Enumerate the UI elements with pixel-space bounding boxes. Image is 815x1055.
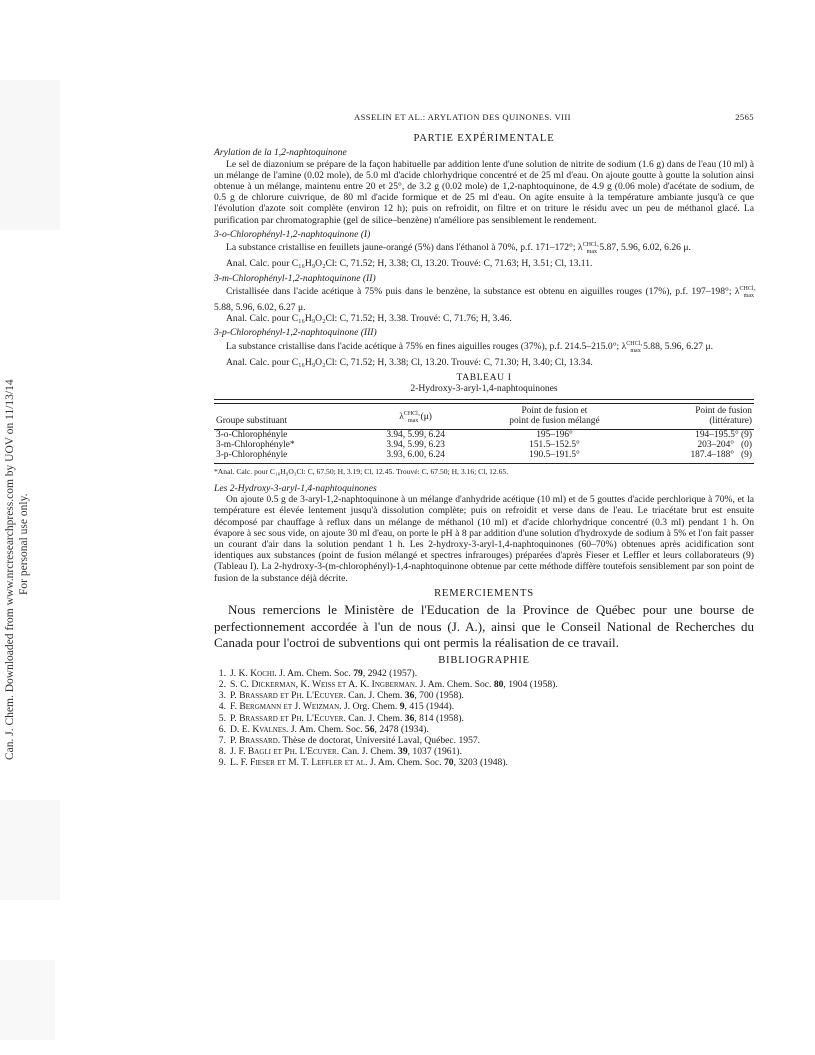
paragraph: On ajoute 0.5 g de 3-aryl-1,2-naphtoquinone à un mélange d'anhydride acétique (10 ml) et de 5 gouttes d'acide perchlorique à 70%, et la température est élevée lentement jusqu'à dissolution complète; puis on refroidit et verse dans de l'eau. Le triacétate brut est ensuite décomposé par chauffage à reflux dans un mélange de méthanol (10 ml) et d'acide chlorhydrique concentré (0.3 ml) pendant 1 h. On évapore à sec sous vide, on ajoute 30 ml d'eau, on porte le pH à 8 par addition d'une solution d'hydroxyde de sodium à 5% et l'on fait passer un courant d'air dans la solution pendant 1 h. Les 2-hydroxy-3-aryl-1,4-naphtoquinones (60–70%) obtenues après acidification sont identiques aux substances (point de fusion mélangé et spectres infrarouges) préparées d'après Fieser et Leffler et leurs collaborateurs (9) (Tableau I). La 2-hydroxy-3-(m-chlorophényl)-1,4-naphtoquinone obtenue par cette méthode diffère toutefois sensiblement par son point de fusion de la substance déjà décrite. <box>214 494 754 584</box>
article-page <box>214 112 754 769</box>
table-title: TABLEAU I <box>456 372 512 384</box>
compound-heading: 3-m-Chlorophényl-1,2-naphtoquinone (II) <box>214 272 376 284</box>
table-row <box>214 440 754 450</box>
table-row <box>214 450 754 460</box>
compound-heading: 3-p-Chlorophényl-1,2-naphtoquinone (III) <box>214 327 377 339</box>
reference-item: 2. S. C. Dickerman, K. Weiss et A. K. Ingberman. J. Am. Chem. Soc. 80, 1904 (1958). <box>218 678 558 690</box>
elemental-analysis: Anal. Calc. pour C₁₆H₉O₂Cl: C, 71.52; H, 3.38; Cl, 13.20. Trouvé: C, 71.30; H, 3.40; Cl, 13.34. <box>226 356 593 368</box>
table-footnote: *Anal. Calc. pour C₁₆H₉O₃Cl: C, 67.50; H, 3.19; Cl, 12.45. Trouvé: C, 67.50; H, 3.16; Cl, 12.65. <box>214 463 754 477</box>
reference-list <box>214 668 754 769</box>
section-heading: BIBLIOGRAPHIE <box>438 654 530 666</box>
subsection-heading: Les 2-Hydroxy-3-aryl-1,4-naphtoquinones <box>214 482 377 494</box>
subsection-heading: Arylation de la 1,2-naphtoquinone <box>214 147 347 159</box>
table-cell: 3.93, 6.00, 6.24 <box>386 450 445 461</box>
column-header: Point de fusion (littérature) <box>638 406 754 430</box>
table-cell: 187.4–188° (9) <box>690 450 752 461</box>
compound-description: La substance cristallise dans l'acide acétique à 75% en fines aiguilles rouges (37%), p.f. 214.5–215.0°; $\lambda^{CHCl_3}_{max}$ 5.88, 5.96, 6.27 μ. <box>226 340 714 354</box>
download-notice <box>0 240 40 760</box>
section-heading: REMERCIEMENTS <box>434 587 534 599</box>
reference-item: 3. P. Brassard et Ph. L'Ecuyer. Can. J. Chem. 36, 700 (1958). <box>218 690 464 702</box>
download-notice-line1: Can. J. Chem. Downloaded from www.nrcresearchpress.com by UOV on 11/13/14 <box>4 379 16 760</box>
column-header: Groupe substituant <box>214 406 360 430</box>
table-cell: 190.5–191.5° <box>529 450 580 461</box>
reference-item: 4. F. Bergmann et J. Weizman. J. Org. Chem. 9, 415 (1944). <box>218 701 455 713</box>
page-number: 2565 <box>735 112 754 122</box>
table-cell: 194–195.5° (9) <box>695 429 752 440</box>
compound-description: Cristallisée dans l'acide acétique à 75% puis dans le benzène, la substance est obtenu en aiguilles rouges (17%), p.f. 197–198°; $\lambda^{CHCl_3}_{max}$ 5.88, 5.96, 6.02, 6.27 μ. <box>214 285 756 314</box>
scan-artifact <box>0 80 60 230</box>
reference-item: 1. J. K. Kochi. J. Am. Chem. Soc. 79, 2942 (1957). <box>218 667 418 679</box>
running-header <box>214 112 754 123</box>
reference-item: 5. P. Brassard et Ph. L'Ecuyer. Can. J. Chem. 36, 814 (1958). <box>218 712 464 724</box>
section-heading: PARTIE EXPÉRIMENTALE <box>413 133 555 145</box>
running-title: ASSELIN ET AL.: ARYLATION DES QUINONES. VIII <box>354 112 571 122</box>
table-cell: 3.94, 5.99, 6.24 <box>386 429 445 440</box>
elemental-analysis: Anal. Calc. pour C₁₆H₉O₂Cl: C, 71.52; H, 3.38; Cl, 13.20. Trouvé: C, 71.63; H, 3.51; Cl, 13.11. <box>226 258 593 270</box>
paragraph: Le sel de diazonium se prépare de la façon habituelle par addition lente d'une solution de nitrite de sodium (1.6 g) dans de l'eau (10 ml) à un mélange de l'amine (0.02 mole), de 5.0 ml d'acide chlorhydrique concentré et de 25 ml d'eau. On ajoute goutte à goutte la solution ainsi obtenue à un mélange, maintenu entre 20 et 25°, de 3.2 g (0.02 mole) de 1,2-naphtoquinone, de 4.9 g (0.06 mole) d'acétate de sodium, de 0.5 g de chlorure cuivrique, de 80 ml d'acide formique et de 25 ml d'eau. On agite ensuite à la température ambiante jusqu'à ce que l'évolution d'azote soit complète (environ 12 h); puis on refroidit, on filtre et on triture le résidu avec un peu de méthanol glacé. La purification par chromatographie (gel de silice–benzène) n'améliore pas sensiblement le rendement. <box>214 158 754 226</box>
table-cell: 151.5–152.5° <box>529 439 580 450</box>
table-cell: 203–204° (0) <box>697 439 752 450</box>
reference-item: 6. D. E. Kvalnes. J. Am. Chem. Soc. 56, 2478 (1934). <box>218 723 429 735</box>
reference-item: 8. J. F. Bagli et Ph. L'Ecuyer. Can. J. Chem. 39, 1037 (1961). <box>218 746 462 758</box>
data-table <box>214 399 754 461</box>
reference-item: 9. L. F. Fieser et M. T. Leffler et al. J. Am. Chem. Soc. 70, 3203 (1948). <box>218 757 508 769</box>
compound-heading: 3-o-Chlorophényl-1,2-naphtoquinone (I) <box>214 228 371 240</box>
table-cell: 3-p-Chlorophényle <box>216 450 288 461</box>
table-subtitle: 2-Hydroxy-3-aryl-1,4-naphtoquinones <box>410 383 558 395</box>
scan-artifact <box>0 800 60 900</box>
scan-artifact <box>0 960 55 1040</box>
table-cell: 3-m-Chlorophényle* <box>216 439 295 450</box>
download-notice-line2: For personal use only. <box>18 493 30 595</box>
elemental-analysis: Anal. Calc. pour C₁₆H₉O₂Cl: C, 71.52; H, 3.38. Trouvé: C, 71.76; H, 3.46. <box>226 313 512 325</box>
table-cell: 3-o-Chlorophényle <box>216 429 288 440</box>
acknowledgments-text: Nous remercions le Ministère de l'Education de la Province de Québec pour une bourse de perfectionnement accordée à l'un de nous (J. A.), ainsi que le Conseil National de Recherches du Canada pour l'octroi de subventions qui ont permis la réalisation de ce travail. <box>214 602 754 650</box>
reference-item: 7. P. Brassard. Thèse de doctorat, Université Laval, Québec. 1957. <box>218 734 481 746</box>
table-row <box>214 429 754 440</box>
table-cell: 3.94, 5.99, 6.23 <box>386 439 445 450</box>
column-header: $\lambda^{CHCl_3}_{max}$ (μ) <box>360 406 471 430</box>
table-cell: 195–196° <box>536 429 573 440</box>
column-header: Point de fusion et point de fusion mélangé <box>471 406 638 430</box>
compound-description: La substance cristallise en feuillets jaune-orangé (5%) dans l'éthanol à 70%, p.f. 171–172°; $\lambda^{CHCl_3}_{max}$ 5.87, 5.96, 6.02, 6.26 μ. <box>226 242 691 256</box>
